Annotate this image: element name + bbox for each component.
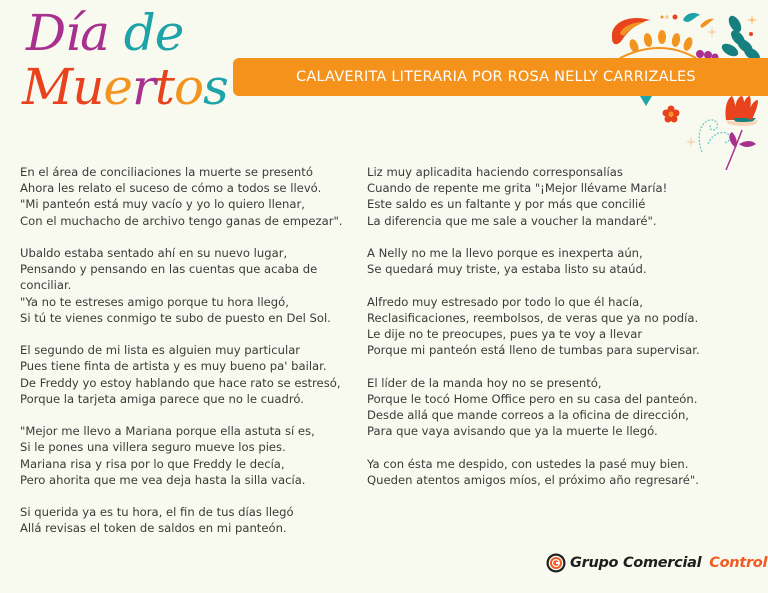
poem-left-column (20, 164, 355, 553)
verse: El segundo de mi lista es alguien muy particular (20, 343, 301, 358)
verse: Pensando y pensando en las cuentas que acaba de conciliar. (20, 262, 318, 293)
title-part: Mu (22, 58, 104, 116)
page-title (22, 4, 228, 116)
stanza (20, 164, 355, 229)
title-part: r (132, 58, 155, 116)
poem-right-column (367, 164, 707, 504)
verse: Pero ahorita que me vea deja hasta la silla vacía. (20, 472, 306, 487)
stanza (20, 342, 355, 407)
verse: Ahora les relato el suceso de cómo a todos se llevó. (20, 181, 322, 196)
stanza (20, 504, 355, 536)
verse: Si querida ya es tu hora, el fin de tus días llegó (20, 505, 294, 520)
title-part: o (174, 58, 204, 116)
company-logo (546, 553, 767, 573)
floral-decoration-bottom-icon (640, 96, 768, 170)
target-c-logo-icon (546, 553, 566, 573)
verse: Pues tiene finta de artista y es muy bueno pa' bailar. (20, 359, 327, 374)
verse: De Freddy yo estoy hablando que hace rato se estresó, (20, 375, 341, 390)
title-part: e (103, 58, 132, 116)
verse: Allá revisas el token de saldos en mi panteón. (20, 521, 287, 536)
brand-name: Grupo Comercial (570, 555, 702, 571)
stanza (20, 245, 355, 326)
verse: Ya con ésta me despido, con ustedes la pasé muy bien. (367, 456, 689, 471)
verse: Con el muchacho de archivo tengo ganas de empezar". (20, 213, 343, 228)
verse: Porque la tarjeta amiga parece que no le cuadró. (20, 391, 304, 406)
stanza (367, 375, 707, 440)
verse: El líder de la manda hoy no se presentó, (367, 375, 602, 390)
verse: Se quedará muy triste, ya estaba listo su ataúd. (367, 262, 647, 277)
verse: Liz muy aplicadita haciendo corresponsalías (367, 165, 623, 179)
verse: Porque le tocó Home Office pero en su casa del panteón. (367, 391, 698, 406)
title-line-2 (22, 58, 228, 116)
verse: Queden atentos amigos míos, el próximo año regresaré". (367, 472, 699, 487)
title-word-dia: Día (26, 4, 109, 62)
brand-name-accent: Control (709, 555, 768, 571)
verse: Si tú te vienes conmigo te subo de puesto en Del Sol. (20, 310, 331, 325)
verse: Le dije no te preocupes, pues ya te voy a llevar (367, 327, 643, 341)
verse: Para que vaya avisando que ya la muerte le llegó. (367, 424, 658, 439)
title-part: t (154, 58, 174, 116)
verse: Si le pones una villera seguro mueve los pies. (20, 440, 286, 455)
verse: Porque mi panteón está lleno de tumbas para supervisar. (367, 343, 700, 358)
verse: "Mi panteón está muy vacío y yo lo quiero llenar, (20, 197, 305, 212)
stanza (367, 294, 707, 359)
verse: A Nelly no me la llevo porque es inexperta aún, (367, 246, 643, 260)
verse: La diferencia que me sale a voucher la mandaré". (367, 213, 657, 228)
verse: En el área de conciliaciones la muerte se presentó (20, 165, 313, 179)
title-word-de: de (108, 4, 184, 62)
verse: Alfredo muy estresado por todo lo que él hacía, (367, 294, 643, 309)
verse: Reclasificaciones, reembolsos, de veras que ya no podía. (367, 310, 699, 325)
verse: Este saldo es un faltante y por más que concilié (367, 197, 646, 212)
title-line-1 (26, 4, 228, 62)
stanza (20, 423, 355, 488)
verse: Cuando de repente me grita "¡Mejor llévame María! (367, 181, 668, 196)
stanza (367, 456, 707, 488)
stanza (367, 164, 707, 229)
verse: Desde allá que mande correos a la oficina de dirección, (367, 408, 689, 422)
title-part: s (203, 58, 228, 116)
verse: "Ya no te estreses amigo porque tu hora llegó, (20, 294, 289, 309)
verse: Ubaldo estaba sentado ahí en su nuevo lugar, (20, 246, 288, 260)
stanza (367, 245, 707, 277)
title-banner: CALAVERITA LITERARIA POR ROSA NELLY CARRIZALES (233, 58, 768, 96)
verse: "Mejor me llevo a Mariana porque ella astuta sí es, (20, 424, 315, 439)
verse: Mariana risa y risa por lo que Freddy le decía, (20, 456, 285, 471)
